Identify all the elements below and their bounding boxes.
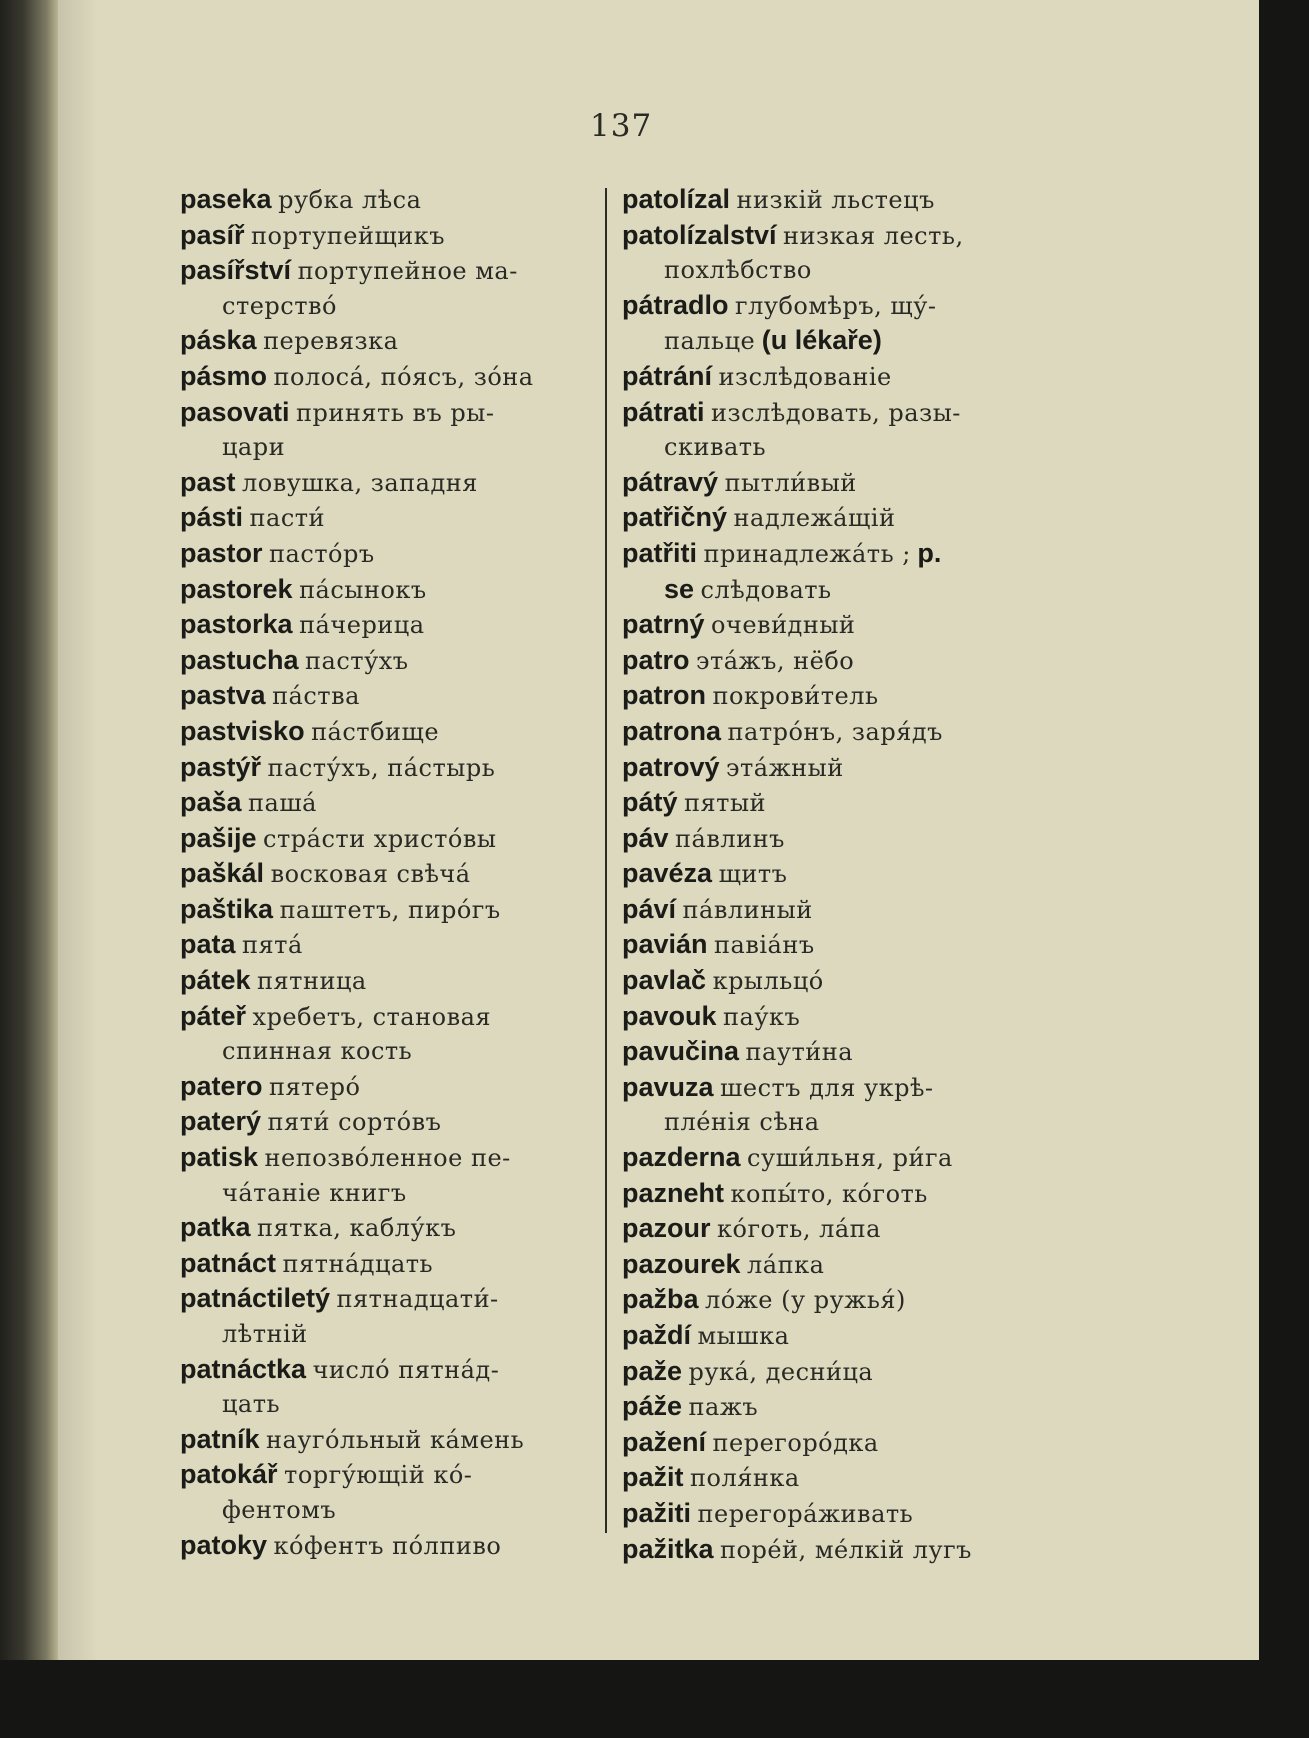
entry-headword: paždí [622,1320,692,1350]
dictionary-entry [622,1176,1042,1212]
entry-headword: pavouk [622,1000,717,1031]
entry-translation-cont: пле́нія сѣна [664,1108,820,1137]
entry-translation-cont: пальце [664,327,756,356]
entry-translation: ко́фентъ по́лпиво [273,1531,502,1560]
entry-translation: портупейное ма- [297,257,518,286]
entry-headword: pátý [622,787,678,818]
entry-translation-cont: похлѣбство [664,256,812,285]
dictionary-entry [622,750,1042,786]
entry-headword: pasířství [180,255,292,286]
dictionary-entry [622,182,1042,218]
entry-translation: перегора́живать [697,1499,914,1528]
entry-continuation [180,1176,600,1211]
dictionary-entry [622,1070,1042,1140]
entry-translation: рубка лѣса [278,186,422,214]
entry-continuation [622,430,1042,465]
dictionary-entry [622,927,1042,963]
dictionary-entry [622,1247,1042,1283]
entry-continuation [180,1493,600,1528]
entry-translation: портупейщикъ [251,221,446,250]
entry-headword: pavéza [622,858,713,889]
entry-note: se [664,573,695,604]
entry-headword: patrný [622,609,705,640]
entry-headword: patero [180,1070,263,1101]
entry-continuation [180,1387,600,1422]
entry-translation: пятнадцати́- [336,1285,499,1314]
entry-translation: щитъ [718,860,788,889]
left-column [180,182,600,1563]
entry-translation: пятеро́ [269,1072,361,1101]
entry-headword: pavlač [622,965,707,996]
entry-headword: pažiti [622,1497,692,1528]
entry-headword: páteř [180,1000,247,1031]
dictionary-entry [622,1496,1042,1532]
right-column [622,182,1042,1567]
entry-translation: эта́жъ, нёбо [696,646,855,675]
entry-headword: patokář [180,1459,278,1490]
entry-translation: надлежа́щій [733,504,896,533]
entry-translation: очеви́дный [711,611,856,640]
dictionary-entry [180,465,600,501]
entry-headword: pažit [622,1462,684,1493]
column-divider [605,188,607,1533]
entry-headword: patník [180,1423,260,1454]
entry-translation: ко́готь, ла́па [717,1215,881,1244]
entry-headword: pátravý [622,466,719,497]
dictionary-entry [180,253,600,323]
entry-translation: изслѣдованіе [718,362,892,391]
entry-translation: непозво́ленное пе- [264,1144,511,1173]
entry-translation: паштетъ, пиро́гъ [279,895,501,924]
dictionary-entry [622,536,1042,607]
dictionary-entry [622,821,1042,857]
entry-translation: низкая лесть, [783,221,964,250]
dictionary-entry [622,714,1042,750]
dictionary-entry [622,1034,1042,1070]
dictionary-entry [180,785,600,821]
entry-headword: pastýř [180,751,262,782]
dictionary-entry [180,1069,600,1105]
entry-headword: pátek [180,965,251,996]
entry-headword: paštika [180,893,274,924]
entry-translation-cont: ча́таніе книгъ [222,1178,407,1207]
dictionary-entry [180,963,600,999]
entry-headword: pastvisko [180,715,305,746]
entry-headword: pátradlo [622,289,729,320]
dictionary-entry [180,714,600,750]
entry-translation: полоса́, по́ясъ, зо́на [273,362,534,391]
entry-headword: pašije [180,822,257,853]
entry-translation: пятна́дцать [282,1249,434,1278]
entry-headword: pazneht [622,1177,725,1208]
entry-translation: рука́, десни́ца [688,1357,874,1386]
dictionary-entry [180,218,600,254]
dictionary-entry [180,182,600,218]
entry-translation: па́черица [299,611,425,640]
dictionary-entry [180,892,600,928]
entry-headword: patnáctka [180,1353,307,1384]
entry-translation: принять въ ры- [296,398,495,427]
entry-headword: páv [622,822,669,853]
entry-translation: принадлежа́ть ; [703,539,911,568]
dictionary-entry [622,1140,1042,1176]
dictionary-entry [622,1211,1042,1247]
entry-translation: восковая свѣча́ [270,860,471,889]
dictionary-entry [622,500,1042,536]
entry-headword: pastva [180,680,266,711]
entry-translation-cont: лѣтній [222,1320,308,1348]
entry-headword: patnáctiletý [180,1283,331,1314]
dictionary-entry [180,856,600,892]
entry-translation: пасти́ [249,504,326,533]
dictionary-entry [180,643,600,679]
entry-note: p. [917,537,942,568]
entry-headword: pastor [180,537,263,568]
dictionary-entry [180,1281,600,1351]
entry-headword: paša [180,787,242,818]
entry-headword: páví [622,893,677,924]
entry-translation: пятница [257,967,367,996]
entry-headword: pátrání [622,360,713,391]
entry-headword: pásmo [180,360,268,391]
entry-translation: пята́ [242,931,303,960]
entry-headword: patka [180,1212,251,1243]
entry-headword: pastorek [180,573,293,604]
dictionary-entry [180,323,600,359]
dictionary-entry [180,1422,600,1458]
dictionary-entry [622,359,1042,395]
entry-headword: patolízalství [622,219,777,250]
dictionary-entry [622,1282,1042,1318]
entry-translation: пау́къ [723,1002,801,1031]
book-gutter [0,0,58,1738]
entry-headword: pastucha [180,644,299,675]
entry-continuation [622,323,1042,359]
entry-translation-cont: спинная кость [222,1037,413,1066]
entry-translation-cont: цари [222,433,286,462]
entry-translation: пытли́вый [724,468,857,497]
entry-translation: патро́нъ, заря́дъ [727,717,943,746]
entry-headword: pátrati [622,396,705,427]
entry-translation: паути́на [745,1038,854,1067]
dictionary-entry [180,572,600,608]
entry-headword: paseka [180,184,272,214]
entry-translation: ловушка, западня [242,468,478,497]
entry-translation: па́влинъ [675,824,785,853]
entry-headword: pažení [622,1426,707,1457]
entry-headword: páže [622,1391,683,1422]
entry-headword: patron [622,680,706,711]
scan-border-bottom [0,1660,1309,1738]
entry-translation: изслѣдовать, разы- [711,398,961,427]
dictionary-entry [622,395,1042,465]
entry-translation: поре́й, ме́лкій лугъ [720,1535,972,1564]
entry-headword: pavián [622,929,708,960]
entry-headword: pata [180,929,236,960]
dictionary-entry [180,395,600,465]
entry-translation: паша́ [248,789,317,818]
entry-continuation [622,1105,1042,1140]
entry-headword: pazderna [622,1142,741,1173]
entry-translation: суши́льня, ри́га [747,1144,953,1173]
entry-continuation [622,572,1042,608]
dictionary-entry [180,1104,600,1140]
entry-translation-cont: стерство́ [222,291,337,320]
entry-headword: pazourek [622,1248,741,1279]
entry-translation: па́стбище [311,717,440,746]
dictionary-entry [622,607,1042,643]
entry-translation: копы́то, ко́готь [730,1179,928,1208]
dictionary-entry [622,1425,1042,1461]
entry-headword: pasovati [180,396,290,427]
dictionary-entry [180,1246,600,1282]
entry-headword: patřiti [622,537,698,568]
dictionary-entry [180,1528,600,1564]
entry-translation-cont: скивать [664,433,767,462]
entry-continuation [180,1034,600,1069]
dictionary-entry [622,999,1042,1035]
dictionary-entry [622,288,1042,359]
entry-headword: pásti [180,502,244,533]
entry-translation: науго́льный ка́мень [266,1425,525,1454]
dictionary-entry [180,359,600,395]
entry-headword: patrový [622,751,720,782]
dictionary-entry [180,999,600,1069]
entry-headword: pažitka [622,1533,714,1564]
entry-translation: крыльцо́ [712,967,824,996]
dictionary-entry [180,1140,600,1210]
page-number: 137 [590,108,653,144]
dictionary-entry [622,892,1042,928]
entry-headword: pastorka [180,609,293,640]
entry-translation-cont: фентомъ [222,1495,337,1524]
entry-headword: pazour [622,1213,711,1244]
dictionary-entry [180,1457,600,1527]
dictionary-entry [622,1389,1042,1425]
entry-headword: pasíř [180,219,245,250]
entry-headword: paterý [180,1106,262,1137]
dictionary-entry [622,1318,1042,1354]
scan-border-right [1259,0,1309,1738]
entry-translation: низкій льстецъ [736,186,935,214]
dictionary-entry [622,643,1042,679]
entry-translation: пятка, каблу́къ [257,1214,457,1243]
dictionary-entry [622,1532,1042,1568]
entry-translation: ла́пка [747,1250,825,1279]
entry-translation: перегоро́дка [712,1428,879,1457]
entry-headword: patolízal [622,184,731,214]
entry-translation: эта́жный [726,753,844,782]
entry-continuation [180,289,600,324]
dictionary-entry [622,785,1042,821]
entry-headword: patisk [180,1142,259,1173]
entry-translation: поля́нка [690,1464,800,1493]
entry-translation: пажъ [688,1393,759,1422]
entry-headword: pavučina [622,1036,740,1067]
entry-translation: пяти́ сорто́въ [267,1108,442,1137]
entry-translation: павіа́нъ [714,931,815,960]
entry-continuation [622,253,1042,288]
entry-headword: patro [622,644,690,675]
dictionary-entry [180,607,600,643]
entry-translation: глубомѣръ, щу́- [735,291,937,320]
entry-headword: past [180,466,236,497]
entry-translation: торгу́ющій ко́- [284,1461,473,1490]
entry-headword: patnáct [180,1247,277,1278]
dictionary-entry [622,856,1042,892]
entry-translation: хребетъ, становая [252,1002,492,1031]
entry-translation: число́ пятна́д- [312,1355,500,1384]
entry-headword: pažba [622,1284,699,1315]
entry-translation: па́сынокъ [299,575,427,604]
entry-translation: мышка [697,1322,790,1350]
entry-translation-cont: слѣдовать [700,575,832,604]
entry-translation: пасто́ръ [269,539,375,568]
dictionary-entry [622,218,1042,288]
entry-headword: patřičný [622,502,728,533]
entry-translation: па́ства [272,682,360,711]
entry-headword: paže [622,1355,683,1386]
entry-translation: пасту́хъ [305,646,409,675]
entry-translation-cont: цать [222,1390,281,1419]
entry-headword: patrona [622,715,722,746]
entry-headword: pavuza [622,1071,714,1102]
entry-note: (u lékaře) [761,325,882,356]
entry-translation: пятый [684,789,767,818]
dictionary-entry [180,927,600,963]
entry-translation: ло́же (у ружья́) [705,1286,906,1315]
dictionary-entry [180,536,600,572]
dictionary-entry [180,821,600,857]
dictionary-entry [622,1460,1042,1496]
entry-continuation [180,1317,600,1352]
entry-translation: пасту́хъ, па́стырь [267,753,496,782]
dictionary-entry [622,963,1042,999]
entry-translation: стра́сти христо́вы [263,824,497,853]
dictionary-entry [180,678,600,714]
dictionary-entry [622,1354,1042,1390]
entry-headword: patoky [180,1529,268,1560]
entry-headword: páska [180,325,257,356]
dictionary-entry [622,465,1042,501]
dictionary-entry [180,1210,600,1246]
entry-headword: paškál [180,858,265,889]
dictionary-entry [180,750,600,786]
entry-translation: перевязка [263,327,399,356]
dictionary-entry [622,678,1042,714]
entry-translation: па́влиный [682,895,813,924]
dictionary-entry [180,1352,600,1422]
entry-continuation [180,430,600,465]
entry-translation: покрови́тель [712,682,879,711]
dictionary-entry [180,500,600,536]
entry-translation: шестъ для укрѣ- [720,1073,934,1102]
